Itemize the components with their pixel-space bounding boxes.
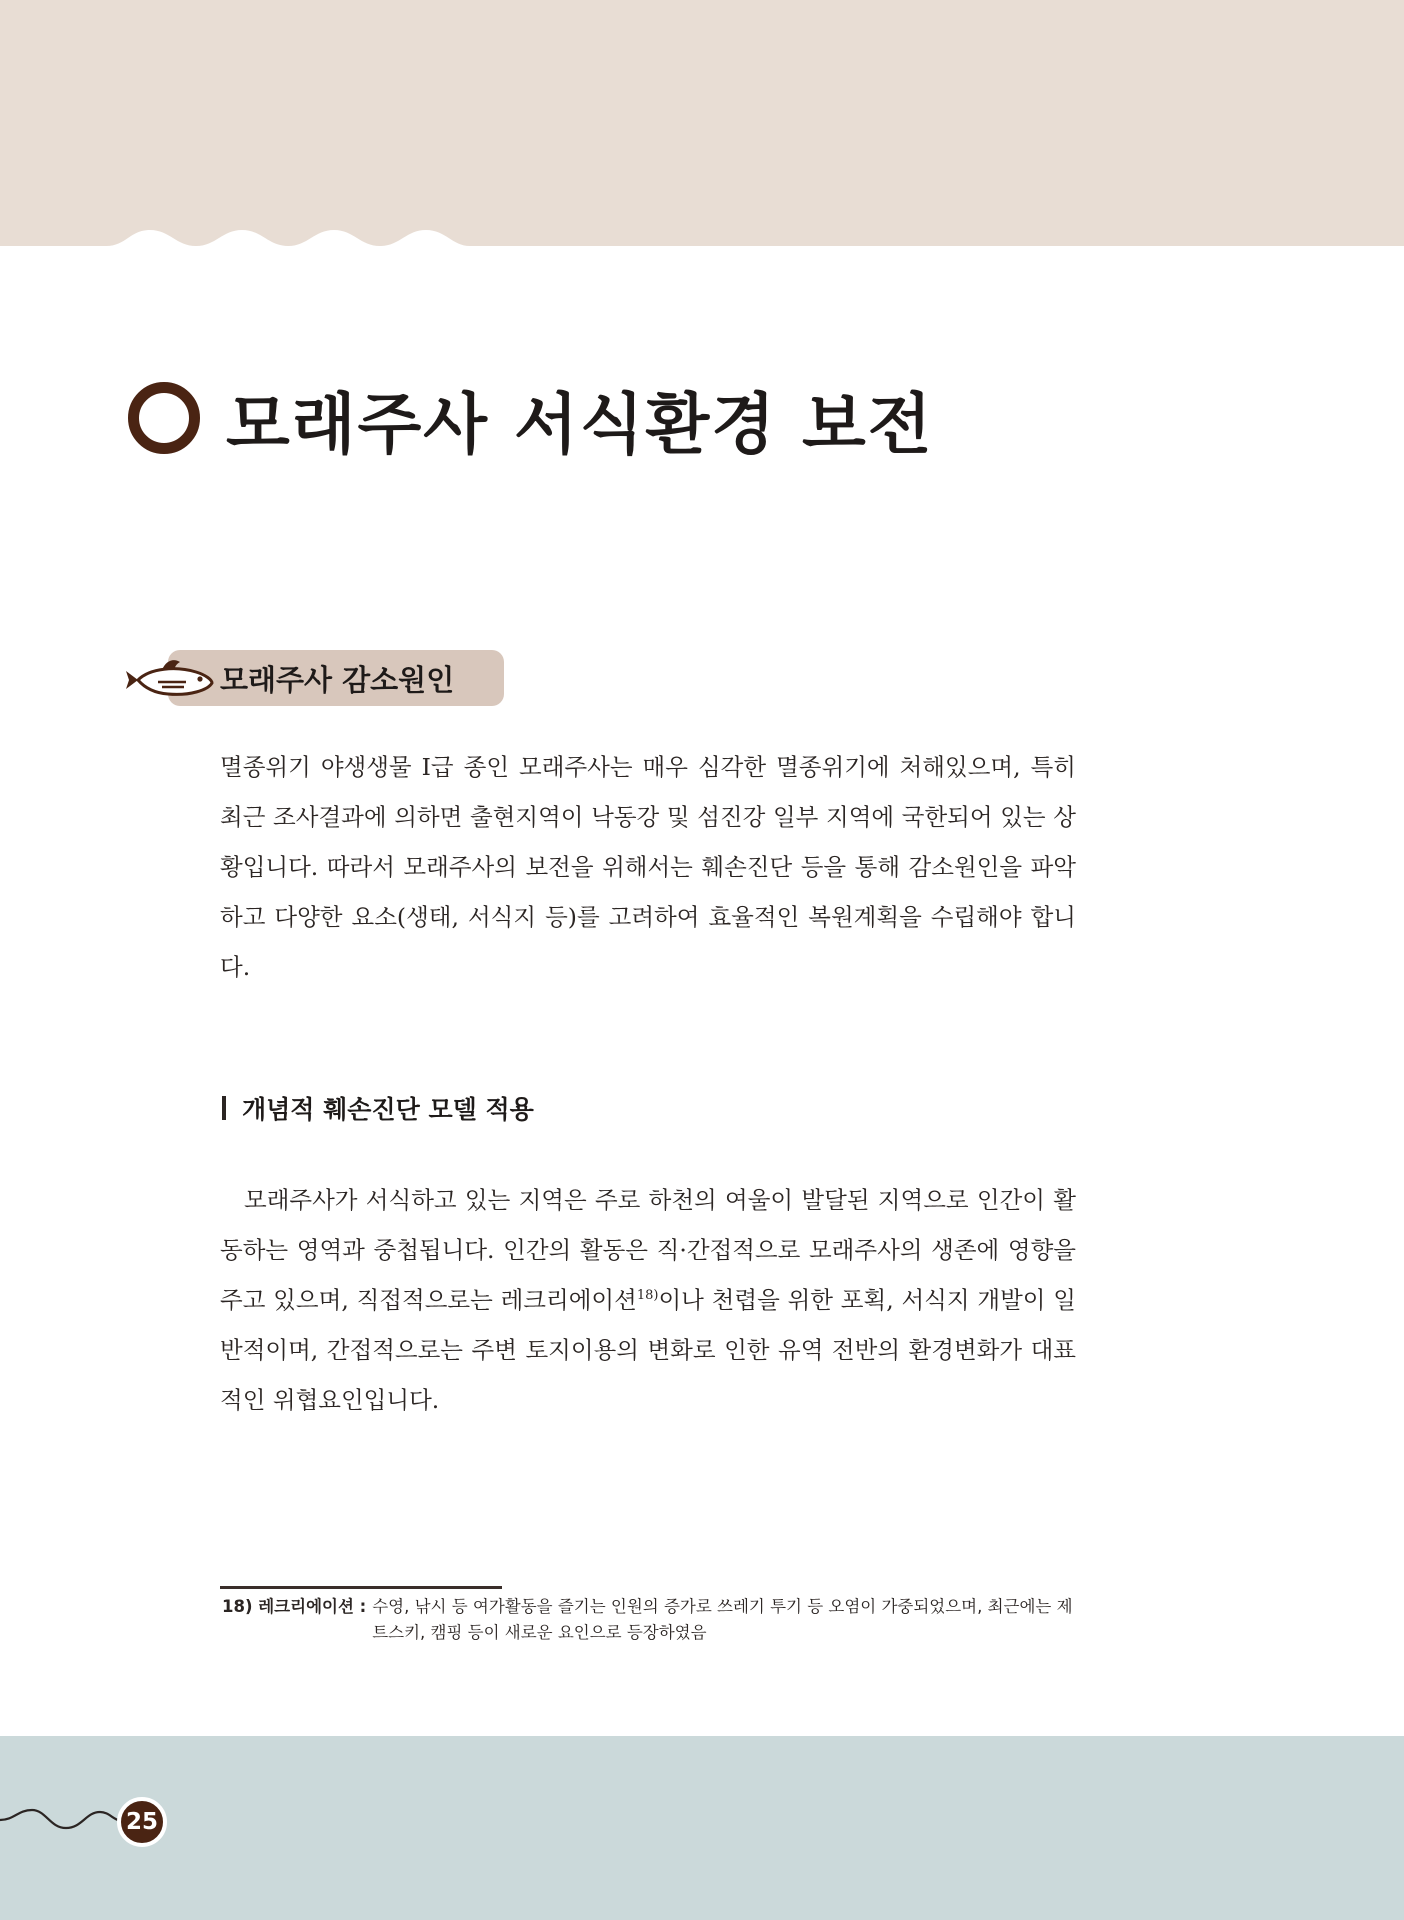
page-number: 25 <box>117 1797 167 1847</box>
circle-bullet-icon <box>128 382 200 454</box>
footnote-rule <box>220 1586 502 1589</box>
page-title <box>128 368 934 468</box>
footnote-key: 18) 레크리에이션 : <box>222 1597 367 1616</box>
page-number-area <box>0 1780 180 1860</box>
body-paragraph-2 <box>220 1175 1076 1425</box>
page-title-text: 모래주사 서식환경 보전 <box>226 384 934 463</box>
fish-icon <box>124 656 216 702</box>
paragraph-2-part-2: 이나 천렵을 위한 포획, 서식지 개발이 일반적이며, 간접적으로는 주변 토지이용의 변화로 인한 유역 전반의 환경변화가 대표적인 위협요인입니다. <box>220 1286 1077 1414</box>
footnote-text: 수영, 낚시 등 여가활동을 즐기는 인원의 증가로 쓰레기 투기 등 오염이 가중되었으며, 최근에는 제트스키, 캠핑 등이 새로운 요인으로 등장하였음 <box>372 1597 1073 1642</box>
bottom-decorative-band <box>0 1736 1404 1920</box>
footnote-reference[interactable]: 18) <box>636 1288 659 1304</box>
subheading-bar <box>222 1096 226 1120</box>
body-paragraph-1: 멸종위기 야생생물 I급 종인 모래주사는 매우 심각한 멸종위기에 처해있으며, 특히 최근 조사결과에 의하면 출현지역이 낙동강 및 섬진강 일부 지역에 국한되어 있는 상황입니다. 따라서 모래주사의 보전을 위해서는 훼손진단 등을 통해 감소원인을 파악하고 다양한 요소(생태, 서식지 등)를 고려하여 효율적인 복원계획을 수립해야 합니다. <box>220 753 1076 981</box>
subheading <box>222 1088 534 1128</box>
section-heading-label: 모래주사 감소원인 <box>220 663 455 697</box>
top-decorative-band <box>0 0 1404 250</box>
paragraph-2-part-1: 모래주사가 서식하고 있는 지역은 주로 하천의 여울이 발달된 지역으로 인간이 활동하는 영역과 중첩됩니다. 인간의 활동은 직·간접적으로 모래주사의 생존에 영향을 주고 있으며, 직접적으로는 레크리에이션 <box>220 1186 1076 1314</box>
footnote <box>222 1594 1084 1646</box>
subheading-text: 개념적 훼손진단 모델 적용 <box>242 1095 534 1124</box>
